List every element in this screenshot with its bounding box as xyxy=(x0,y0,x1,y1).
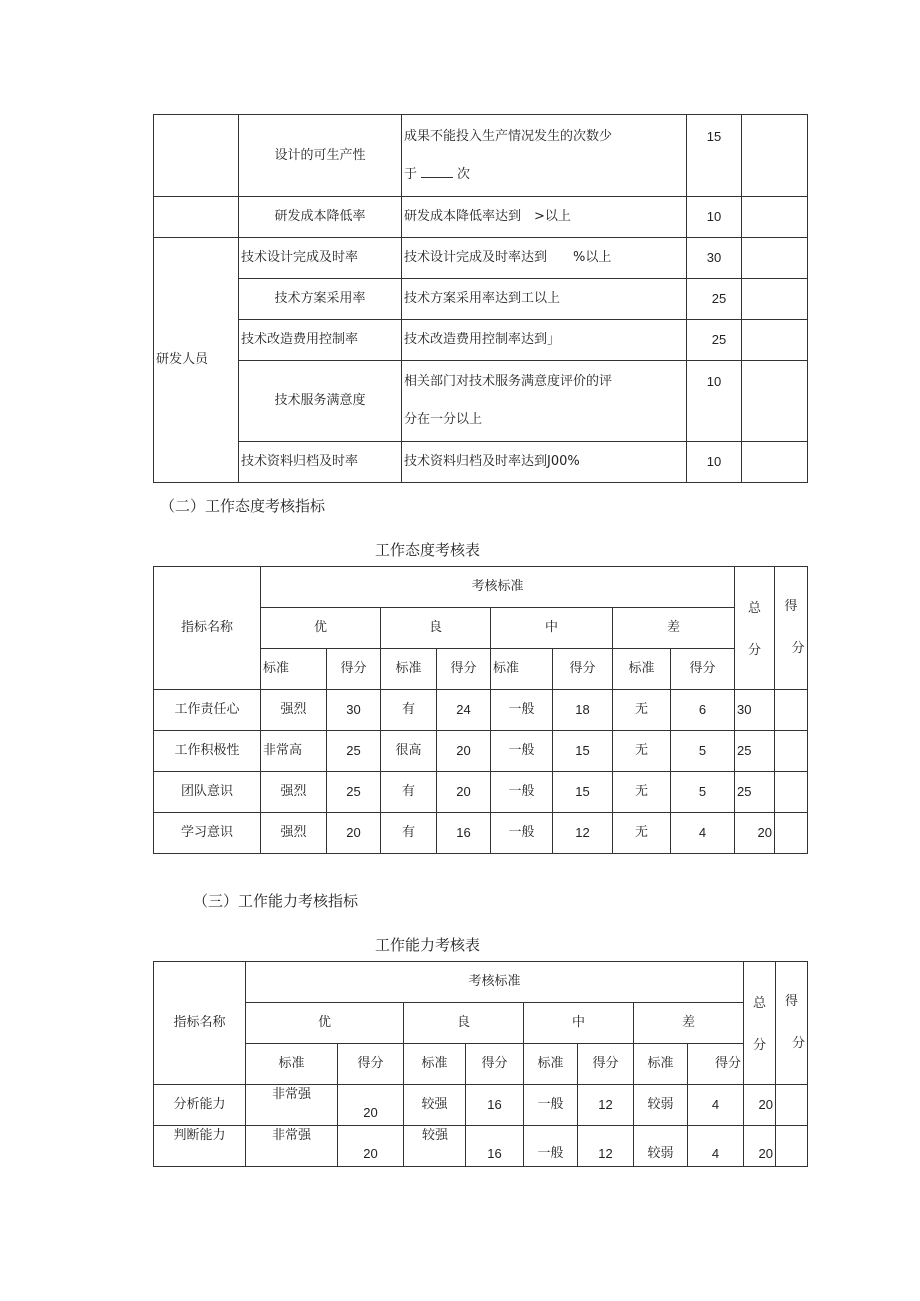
score-cell xyxy=(776,1126,808,1167)
score-average: 15 xyxy=(553,772,613,813)
std-average: 一般 xyxy=(491,690,553,731)
subheader-score: 得分 xyxy=(578,1044,634,1085)
score-average: 12 xyxy=(553,813,613,854)
score-cell xyxy=(742,279,808,320)
total-value: 20 xyxy=(735,813,775,854)
score-good: 20 xyxy=(437,731,491,772)
header-total-char: 总 xyxy=(748,601,762,617)
row-name: 工作积极性 xyxy=(154,731,261,772)
subheader-score: 得分 xyxy=(671,649,735,690)
attitude-table xyxy=(153,566,808,854)
table-row xyxy=(154,813,808,854)
weight-value: 10 xyxy=(687,197,742,238)
subheader-standard: 标准 xyxy=(246,1044,338,1085)
level-poor: 差 xyxy=(613,608,735,649)
score-cell xyxy=(776,1085,808,1126)
row-name: 团队意识 xyxy=(154,772,261,813)
fill-blank xyxy=(421,167,453,178)
std-average: 一般 xyxy=(491,731,553,772)
indicator-name: 设计的可生产性 xyxy=(239,115,402,197)
table-row xyxy=(154,690,808,731)
group-cell-blank xyxy=(154,115,239,197)
std-good: 很高 xyxy=(381,731,437,772)
std-good: 有 xyxy=(381,813,437,854)
indicator-name: 技术改造费用控制率 xyxy=(239,320,402,361)
total-value: 25 xyxy=(735,731,775,772)
score-poor: 5 xyxy=(671,772,735,813)
score-average: 12 xyxy=(578,1085,634,1126)
total-value: 25 xyxy=(735,772,775,813)
score-poor: 4 xyxy=(688,1126,744,1167)
header-total-char: 分 xyxy=(753,1038,767,1053)
std-excellent: 强烈 xyxy=(261,813,327,854)
indicator-name: 技术设计完成及时率 xyxy=(239,238,402,279)
section-heading: （三）工作能力考核指标 xyxy=(193,892,359,910)
header-total xyxy=(735,567,775,690)
total-value: 20 xyxy=(744,1126,776,1167)
weight-value: 15 xyxy=(687,115,742,197)
weight-value: 25 xyxy=(687,279,742,320)
score-poor: 6 xyxy=(671,690,735,731)
subheader-standard: 标准 xyxy=(404,1044,466,1085)
weight-value: 10 xyxy=(687,361,742,442)
std-poor: 较弱 xyxy=(634,1126,688,1167)
subheader-standard: 标准 xyxy=(524,1044,578,1085)
standard-text: 次 xyxy=(457,166,471,182)
header-criteria: 考核标准 xyxy=(261,567,735,608)
header-score-char: 分 xyxy=(791,641,805,656)
score-cell xyxy=(775,690,808,731)
score-average: 15 xyxy=(553,731,613,772)
header-indicator-name: 指标名称 xyxy=(154,567,261,690)
indicator-name: 技术资料归档及时率 xyxy=(239,442,402,483)
standard-text: 于 xyxy=(404,166,418,182)
std-excellent: 强烈 xyxy=(261,690,327,731)
std-average: 一般 xyxy=(491,813,553,854)
level-good: 良 xyxy=(404,1003,524,1044)
ability-table xyxy=(153,961,808,1167)
std-excellent: 非常高 xyxy=(261,731,327,772)
level-average: 中 xyxy=(491,608,613,649)
score-cell xyxy=(742,197,808,238)
row-name: 学习意识 xyxy=(154,813,261,854)
std-poor: 较弱 xyxy=(634,1085,688,1126)
std-excellent: 非常强 xyxy=(246,1085,338,1126)
section-heading: （二）工作态度考核指标 xyxy=(160,497,326,515)
score-cell xyxy=(775,772,808,813)
std-poor: 无 xyxy=(613,772,671,813)
score-poor: 4 xyxy=(688,1085,744,1126)
table-title: 工作态度考核表 xyxy=(375,541,481,559)
score-good: 16 xyxy=(466,1085,524,1126)
score-average: 18 xyxy=(553,690,613,731)
header-score xyxy=(775,567,808,690)
subheader-score: 得分 xyxy=(437,649,491,690)
score-excellent: 20 xyxy=(327,813,381,854)
score-poor: 5 xyxy=(671,731,735,772)
subheader-score: 得分 xyxy=(327,649,381,690)
standard-line: 相关部门对技术服务满意度评价的评 xyxy=(404,374,613,389)
score-excellent: 25 xyxy=(327,731,381,772)
subheader-standard: 标准 xyxy=(261,649,327,690)
std-good: 较强 xyxy=(404,1085,466,1126)
standard-line: 成果不能投入生产情况发生的次数少 xyxy=(404,129,613,144)
subheader-score: 得分 xyxy=(688,1044,744,1085)
group-cell-blank xyxy=(154,197,239,238)
weight-value: 10 xyxy=(687,442,742,483)
level-excellent: 优 xyxy=(261,608,381,649)
row-name: 分析能力 xyxy=(154,1085,246,1126)
score-cell xyxy=(742,442,808,483)
indicator-standard: 研发成本降低率达到 >以上 xyxy=(402,197,687,238)
std-good: 有 xyxy=(381,772,437,813)
std-poor: 无 xyxy=(613,731,671,772)
score-excellent: 25 xyxy=(327,772,381,813)
std-excellent: 非常强 xyxy=(246,1126,338,1167)
header-total-char: 总 xyxy=(753,996,767,1012)
indicator-standard: 技术改造费用控制率达到」 xyxy=(402,320,687,361)
subheader-score: 得分 xyxy=(338,1044,404,1085)
std-good: 有 xyxy=(381,690,437,731)
row-name: 工作责任心 xyxy=(154,690,261,731)
level-average: 中 xyxy=(524,1003,634,1044)
indicator-standard xyxy=(402,361,687,442)
standard-line xyxy=(404,167,686,183)
score-cell xyxy=(742,238,808,279)
score-good: 16 xyxy=(437,813,491,854)
group-label: 研发人员 xyxy=(154,238,239,483)
indicator-standard: 技术方案采用率达到工以上 xyxy=(402,279,687,320)
indicator-standard xyxy=(402,115,687,197)
std-average: 一般 xyxy=(491,772,553,813)
header-score xyxy=(776,962,808,1085)
std-average: 一般 xyxy=(524,1085,578,1126)
score-excellent: 20 xyxy=(338,1126,404,1167)
table-row xyxy=(154,1126,808,1167)
table-row xyxy=(154,1085,808,1126)
std-poor: 无 xyxy=(613,690,671,731)
subheader-score: 得分 xyxy=(553,649,613,690)
subheader-standard: 标准 xyxy=(381,649,437,690)
indicator-name: 技术方案采用率 xyxy=(239,279,402,320)
indicator-standard: 技术资料归档及时率达到J00% xyxy=(402,442,687,483)
table-title: 工作能力考核表 xyxy=(375,936,481,954)
score-good: 20 xyxy=(437,772,491,813)
header-score-char: 分 xyxy=(792,1036,806,1051)
header-total xyxy=(744,962,776,1085)
subheader-score: 得分 xyxy=(466,1044,524,1085)
standard-line: 分在一分以上 xyxy=(404,411,483,427)
score-good: 24 xyxy=(437,690,491,731)
score-excellent: 30 xyxy=(327,690,381,731)
header-total-char: 分 xyxy=(748,643,762,658)
score-cell xyxy=(742,361,808,442)
subheader-standard: 标准 xyxy=(634,1044,688,1085)
std-average: 一般 xyxy=(524,1126,578,1167)
score-cell xyxy=(742,115,808,197)
table-row xyxy=(154,731,808,772)
subheader-standard: 标准 xyxy=(491,649,553,690)
score-good: 16 xyxy=(466,1126,524,1167)
score-excellent: 20 xyxy=(338,1085,404,1126)
score-average: 12 xyxy=(578,1126,634,1167)
table-row xyxy=(154,772,808,813)
score-cell xyxy=(775,813,808,854)
score-cell xyxy=(742,320,808,361)
score-cell xyxy=(775,731,808,772)
header-score-char: 得 xyxy=(784,599,798,615)
weight-value: 25 xyxy=(687,320,742,361)
indicator-name: 技术服务满意度 xyxy=(239,361,402,442)
std-excellent: 强烈 xyxy=(261,772,327,813)
row-name: 判断能力 xyxy=(154,1126,246,1167)
total-value: 20 xyxy=(744,1085,776,1126)
research-indicator-table xyxy=(153,114,808,483)
header-criteria: 考核标准 xyxy=(246,962,744,1003)
indicator-standard: 技术设计完成及时率达到 %以上 xyxy=(402,238,687,279)
subheader-standard: 标准 xyxy=(613,649,671,690)
weight-value: 30 xyxy=(687,238,742,279)
std-poor: 无 xyxy=(613,813,671,854)
header-score-char: 得 xyxy=(785,994,799,1010)
total-value: 30 xyxy=(735,690,775,731)
header-indicator-name: 指标名称 xyxy=(154,962,246,1085)
level-poor: 差 xyxy=(634,1003,744,1044)
level-good: 良 xyxy=(381,608,491,649)
indicator-name: 研发成本降低率 xyxy=(239,197,402,238)
std-good: 较强 xyxy=(404,1126,466,1167)
score-poor: 4 xyxy=(671,813,735,854)
level-excellent: 优 xyxy=(246,1003,404,1044)
